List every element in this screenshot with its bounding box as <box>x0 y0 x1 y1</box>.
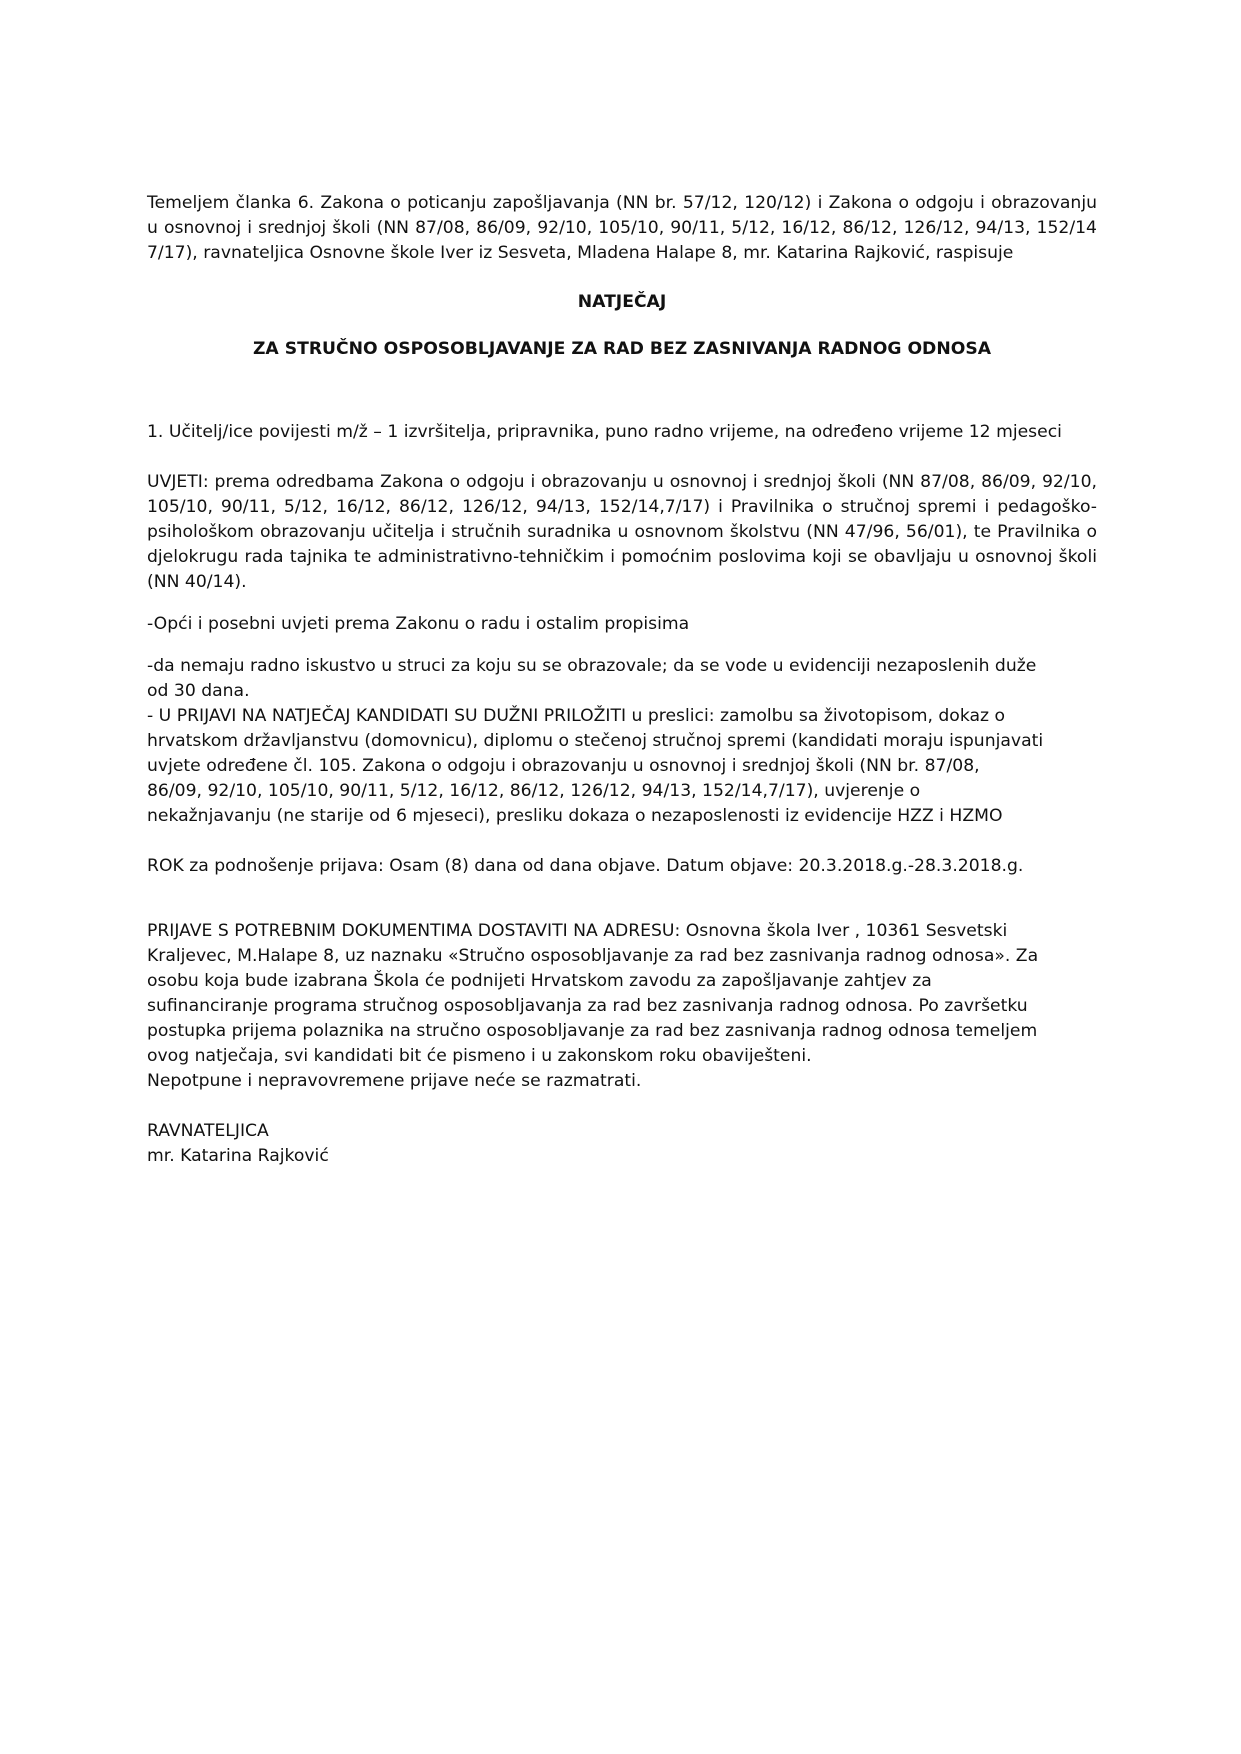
attachments-line: 86/09, 92/10, 105/10, 90/11, 5/12, 16/12, 86/12, 126/12, 94/13, 152/14,7/17), uvjerenje o <box>147 781 921 801</box>
submission-line: osobu koja bude izabrana Škola će podnijeti Hrvatskom zavodu za zapošljavanje zahtjev za <box>147 971 932 991</box>
submission-line: ovog natječaja, svi kandidati bit će pismeno i u zakonskom roku obaviješteni. <box>147 1046 812 1066</box>
position-paragraph: 1. Učitelj/ice povijesti m/ž – 1 izvršitelja, pripravnika, puno radno vrijeme, na određeno vrijeme 12 mjeseci <box>147 422 1062 442</box>
requirements-block <box>147 654 1097 829</box>
signature-role: RAVNATELJICA <box>147 1121 269 1141</box>
attachments-line: hrvatskom državljanstvu (domovnicu), diplomu o stečenoj stručnoj spremi (kandidati moraju ispunjavati <box>147 731 1044 751</box>
document-subtitle: ZA STRUČNO OSPOSOBLJAVANJE ZA RAD BEZ ZASNIVANJA RADNOG ODNOSA <box>252 339 992 359</box>
attachments-line: nekažnjavanju (ne starije od 6 mjeseci), presliku dokaza o nezaposlenosti iz evidencije HZZ i HZMO <box>147 806 1003 826</box>
intro-paragraph: Temeljem članka 6. Zakona o poticanju zapošljavanja (NN br. 57/12, 120/12) i Zakona o odgoju i obrazovanju u osnovnoj i srednjoj školi (NN 87/08, 86/09, 92/10, 105/10, 90/11, 5/12, 16/12, 86/12, 126/12, 94/13, 152/14 7/17), ravnateljica Osnovne škole Iver iz Sesveta, Mladena Halape 8, mr. Katarina Rajković, raspisuje <box>147 193 1097 263</box>
experience-line: -da nemaju radno iskustvo u struci za koju su se obrazovale; da se vode u evidenciji nezaposlenih duže <box>147 656 1037 676</box>
experience-line: od 30 dana. <box>147 681 250 701</box>
signature-block <box>147 1119 1097 1169</box>
submission-line: postupka prijema polaznika na stručno osposobljavanje za rad bez zasnivanja radnog odnosa temeljem <box>147 1021 1038 1041</box>
signature-name: mr. Katarina Rajković <box>147 1146 329 1166</box>
submission-block <box>147 919 1097 1094</box>
submission-line: Nepotpune i nepravovremene prijave neće se razmatrati. <box>147 1071 642 1091</box>
document-page <box>147 191 1097 1169</box>
conditions-paragraph: UVJETI: prema odredbama Zakona o odgoju i obrazovanju u osnovnoj i srednjoj školi (NN 87/08, 86/09, 92/10, 105/10, 90/11, 5/12, 16/12, 86/12, 126/12, 94/13, 152/14,7/17) i Pravilnika o stručnoj spremi i pedagoško-psihološkom obrazovanju učitelja i stručnih suradnika u osnovnom školstvu (NN 47/96, 56/01), te Pravilnika o djelokrugu rada tajnika te administrativno-tehničkim i pomoćnim poslovima koji se obavljaju u osnovnoj školi (NN 40/14). <box>147 472 1097 592</box>
submission-line: sufinanciranje programa stručnog osposobljavanja za rad bez zasnivanja radnog odnosa. Po završetku <box>147 996 1028 1016</box>
attachments-line: - U PRIJAVI NA NATJEČAJ KANDIDATI SU DUŽNI PRILOŽITI u preslici: zamolbu sa životopisom, dokaz o <box>147 706 1006 726</box>
general-conditions-paragraph: -Opći i posebni uvjeti prema Zakonu o radu i ostalim propisima <box>147 614 690 634</box>
attachments-line: uvjete određene čl. 105. Zakona o odgoju i obrazovanju u osnovnoj i srednjoj školi (NN br. 87/08, <box>147 756 980 776</box>
submission-line: Kraljevec, M.Halape 8, uz naznaku «Stručno osposobljavanje za rad bez zasnivanja radnog odnosa». Za <box>147 946 1039 966</box>
document-title: NATJEČAJ <box>577 292 667 312</box>
deadline-paragraph: ROK za podnošenje prijava: Osam (8) dana od dana objave. Datum objave: 20.3.2018.g.-28.3.2018.g. <box>147 856 1024 876</box>
submission-line: PRIJAVE S POTREBNIM DOKUMENTIMA DOSTAVITI NA ADRESU: Osnovna škola Iver , 10361 Sesvetski <box>147 921 1008 941</box>
